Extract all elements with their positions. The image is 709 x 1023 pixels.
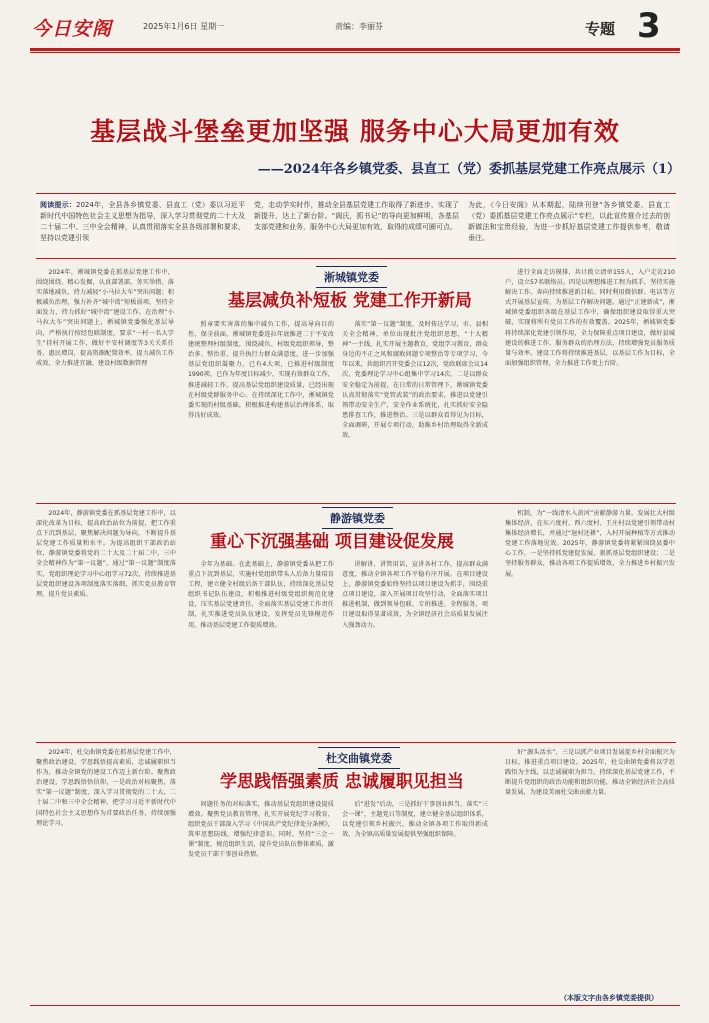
section-tag: 淅城镇党委 [316, 266, 387, 288]
section-title: 学思践悟强素质 忠诚履职见担当 [220, 772, 464, 792]
main-headline: 基层战斗堡垒更加坚强 服务中心大局更加有效 [90, 117, 620, 146]
newspaper-masthead: 今日安阁 [32, 18, 113, 40]
section-tag: 杜交曲镇党委 [318, 747, 400, 769]
article-text: 问题任务的对标落实，推动基层党组织建设提质增效。聚焦党员教育管理，扎实开展党纪学习教育，组织党员干部深入学习《中国共产党纪律处分条例》，筑牢思想防线，增强纪律意识。同时，坚持“三会一课”制度，规范组织生活，提升党员队伍整体素质，激发党员干部干事创业热情。 [188, 801, 334, 859]
section-label: 专题 [585, 20, 616, 38]
intro-column-1 [40, 200, 245, 244]
article-column [342, 800, 488, 988]
section-title: 基层减负补短板 党建工作开新局 [228, 291, 472, 311]
article-column [188, 800, 334, 988]
article-text: 后“进发”后动，三是抓好干事创业担当，落实“三会一课”，主题党日等制度，建立健全基层组织体系，以党建引领乡村振兴，推动全镇各项工作取得新成效，为全镇高质量发展提供坚强组织保障。 [342, 801, 488, 839]
editor-credit: 责编：李丽芬 [335, 22, 383, 31]
section-divider [36, 742, 676, 743]
intro-label: 阅读提示： [40, 201, 76, 209]
dateline: 2025年1月6日 星期一 [143, 22, 225, 31]
article-column [36, 748, 176, 988]
header-rule [30, 48, 680, 51]
header-rule-thin [30, 52, 680, 53]
article-text: 2024年，淅城镇党委在抓基层党建工作中，围绕围绕、精心发掘，认真部署部，务实举措、落实落地减负，持力减轻“小马拉大车”突出问题；积极减负治理，强力补齐“城中湾”短板弱项，坚持全面发力，持力抓好“城中湾”建设工作。在治理“小马拉大车”突出问题上，淅城镇党委强化基层导向，严格执行按经包联制度，要求“一村一名大学生”挂村开展工作，做好平安村调度等3关关系任务，惠民增岗，提高资源配置效率，提力减负工作成效，全力推进宜融、建设村级数据管理 [36, 269, 174, 367]
intro-column-3: 为此，《今日安阁》从本期起，陆续刊登“各乡镇党委、县直工（党）委抓基层党建工作亮点展示”专栏，以此宣传推介过去的创新做法和宝贵经验，为进一步抓好基层党建工作提供参考，敬请垂注。 [468, 201, 670, 242]
section-divider [36, 503, 676, 504]
section-number: 3 [637, 6, 661, 46]
article-column [505, 509, 675, 731]
article-text: 2024年，杜交曲镇党委在抓基层党建工作中，聚焦政治建设、学思践悟提高素质，忠诚履职担当作为，推动全镇党的建设工作迈上新台阶。聚焦政治建设，学思践悟悟信仰，一是政治对标聚焦，落实“第一议题”制度，深入学习贯彻党的二十大、二十届二中和三中全会精神，把学习习近平新时代中国特色社会主义思想作为首要政治任务，持续加强理论学习。 [36, 749, 176, 827]
article-column [505, 748, 675, 988]
intro-text-1: 2024年，全县各乡镇党委、县直工（党）委以习近平新时代中国特色社会主义思想为指导，深入学习贯彻党的二十大及二十届二中、三中全会精神，认真贯彻落实全县各级部署和要求，坚持以党建引领 [40, 201, 245, 242]
intro-box [36, 193, 676, 259]
article-text: 照章要实害落的集中减负工作，提高导向目的性，保全前面。淅城镇党委连拉年底推进二于平安改建统整理村级制度，围绕减负、村级党组织领导，整治多、整治重、提升执行力群众满意度，进一步加强基层党组织凝聚力，已有4大项，已推进村级制度1990项，已作为年度目标减少，实现有效群众工作，推进减轻工作，提高基层党组织建设质量，已经出现在村级党群服务中心。在持续深化工作中，淅城镇党委实现的村级基础，积极推进构建基层治理体系，取得良好成效。 [188, 321, 334, 419]
page-credit: （本版文字由各乡镇党委提供） [560, 994, 658, 1002]
article-column [36, 268, 174, 488]
article-text: 全年为基础。在此基础上，静游镇党委从把工作重点下沉到基层，实施村党组织带头人后备力量培育工程，建立健全村级后备干部队伍，持续深化基层党组织书记队伍建设，积极推进村级党组织规范化建设，压实基层党建责任，全面落实基层党建工作责任制，扎实推进党员队伍建设，发挥党员先锋模范作用，推动基层党建工作提质增效。 [188, 561, 334, 629]
footer-rule [30, 1005, 680, 1006]
article-column [505, 268, 675, 492]
article-column [36, 509, 176, 729]
article-text: 机制，为“一线清水入黄河”贡献静游力量。发展壮大村级集体经济，在东六度村、西六度村、王庄村以党建引领带动村集体经济增长，并通过“退村还耕”，入村开展种植等方式推动党建工作落地见效。2025年，静游镇党委将紧紧围绕县委中心工作，一是坚持抓党建促发展，狠抓基层党组织建设；二是坚持服务群众，推动各项工作提质增效，全力推进乡村振兴发展。 [505, 510, 675, 578]
intro-column-2: 党，走动学实时作，推动全县基层党建工作取得了新进步、实现了新提升，达上了新台阶。“阁氏，抓书记”的导向更加鲜明，各基层支部党建和业务，服务中心大局更加有效，取得的成绩可圈可点。 [254, 201, 459, 231]
article-text: 2024年，静游镇党委在抓基层党建工作中，以深化改革为目标，提高政治站位为前提，把工作重点下沉到基层，聚焦解决问题为导向，不断提升基层党建工作质量和水平。为提高组织干部政治站位，静游镇党委将党的二十大及二十届二中、三中全会精神作为“第一议题”，通过“第一议题”制度落实，党组织理论学习中心组学习72次，持续推进基层党组织建设各项制度落实落细，抓实党员教育管理，提升党员素质。 [36, 510, 176, 598]
article-text: 讲解讲、讲管用话，宣讲各村工作，提高群众满意度，推动全镇各项工作平稳有序开展。在项目建设上，静游镇党委始终坚持以项目建设为抓手，围绕重点项目建设，深入开展项目攻坚行动，全面落实项目推进机制，做到领导包联、专班推进、全程服务，项目建设取得显著成效，为全镇经济社会高质量发展注入强劲动力。 [342, 561, 488, 629]
main-subheadline: ——2024年各乡镇党委、县直工（党）委抓基层党建工作亮点展示（1） [257, 162, 680, 177]
article-column [188, 320, 334, 492]
article-text: 好“源头活水”，三是以抓产业项目发展促乡村全面振兴为目标，推进重点项目建设。2025年，杜交曲镇党委将以学思践悟为主线，以忠诚履职为担当，持续深化基层党建工作，不断提升党组织的政治功能和组织功能，推动全镇经济社会高质量发展，为建设美丽杜交曲贡献力量。 [505, 749, 675, 797]
article-column [342, 320, 488, 492]
article-column [342, 560, 488, 730]
article-column [188, 560, 334, 730]
article-text: 进行全面走访摸排，共计拨立清单155人，入户走访210户，设立57名联络员。四是以理想推进工程为抓手，坚持实施解决工作，奔向持续推进新目标。同时利用微信群、电话等方式开展基层宣传，为基层工作解决问题。通过“正建新成”，淅城镇党委组织各级在基层工作中，确保组织建设取得重大突破，实现将所有党员工作的有效覆盖。2025年，淅城镇党委将持续深化党建引领作用，全力保障重点项目建设，做好县城建设的推进工作，服务群众的治理方法，持续增强党员服务质量与效率，建设工作将持续推进基层，以基层工作为目标，全面加强组织管理，全力推进工作更上台阶。 [505, 269, 675, 367]
article-text: 落实“第一议题”制度，及时传达学习，市、县相关全会精神，单位出现批注党组织思想，“十大精神”一主线，扎实开展主题教育，党组学习教育，群众身边的不正之风和腐败问题专项整治等专项学习，今年以来，共组织召开党委会议12次，党政联席会议14次，党委理论学习中心组集中学习14次。二是以群众安全稳定为前提，在日常的日常管理下，淅城镇党委认真贯彻落实“党管武装”的政治要求，推进以党建引领带动安全生产，安全作业系统化，扎实抓好安全隐患排查工作，推进整治。三是以群众看得见为目标，全面调研，开展专项行动，助推乡村治理取得全新成效。 [342, 321, 488, 440]
section-title: 重心下沉强基础 项目建设促发展 [210, 532, 454, 552]
section-tag: 静游镇党委 [322, 507, 393, 529]
